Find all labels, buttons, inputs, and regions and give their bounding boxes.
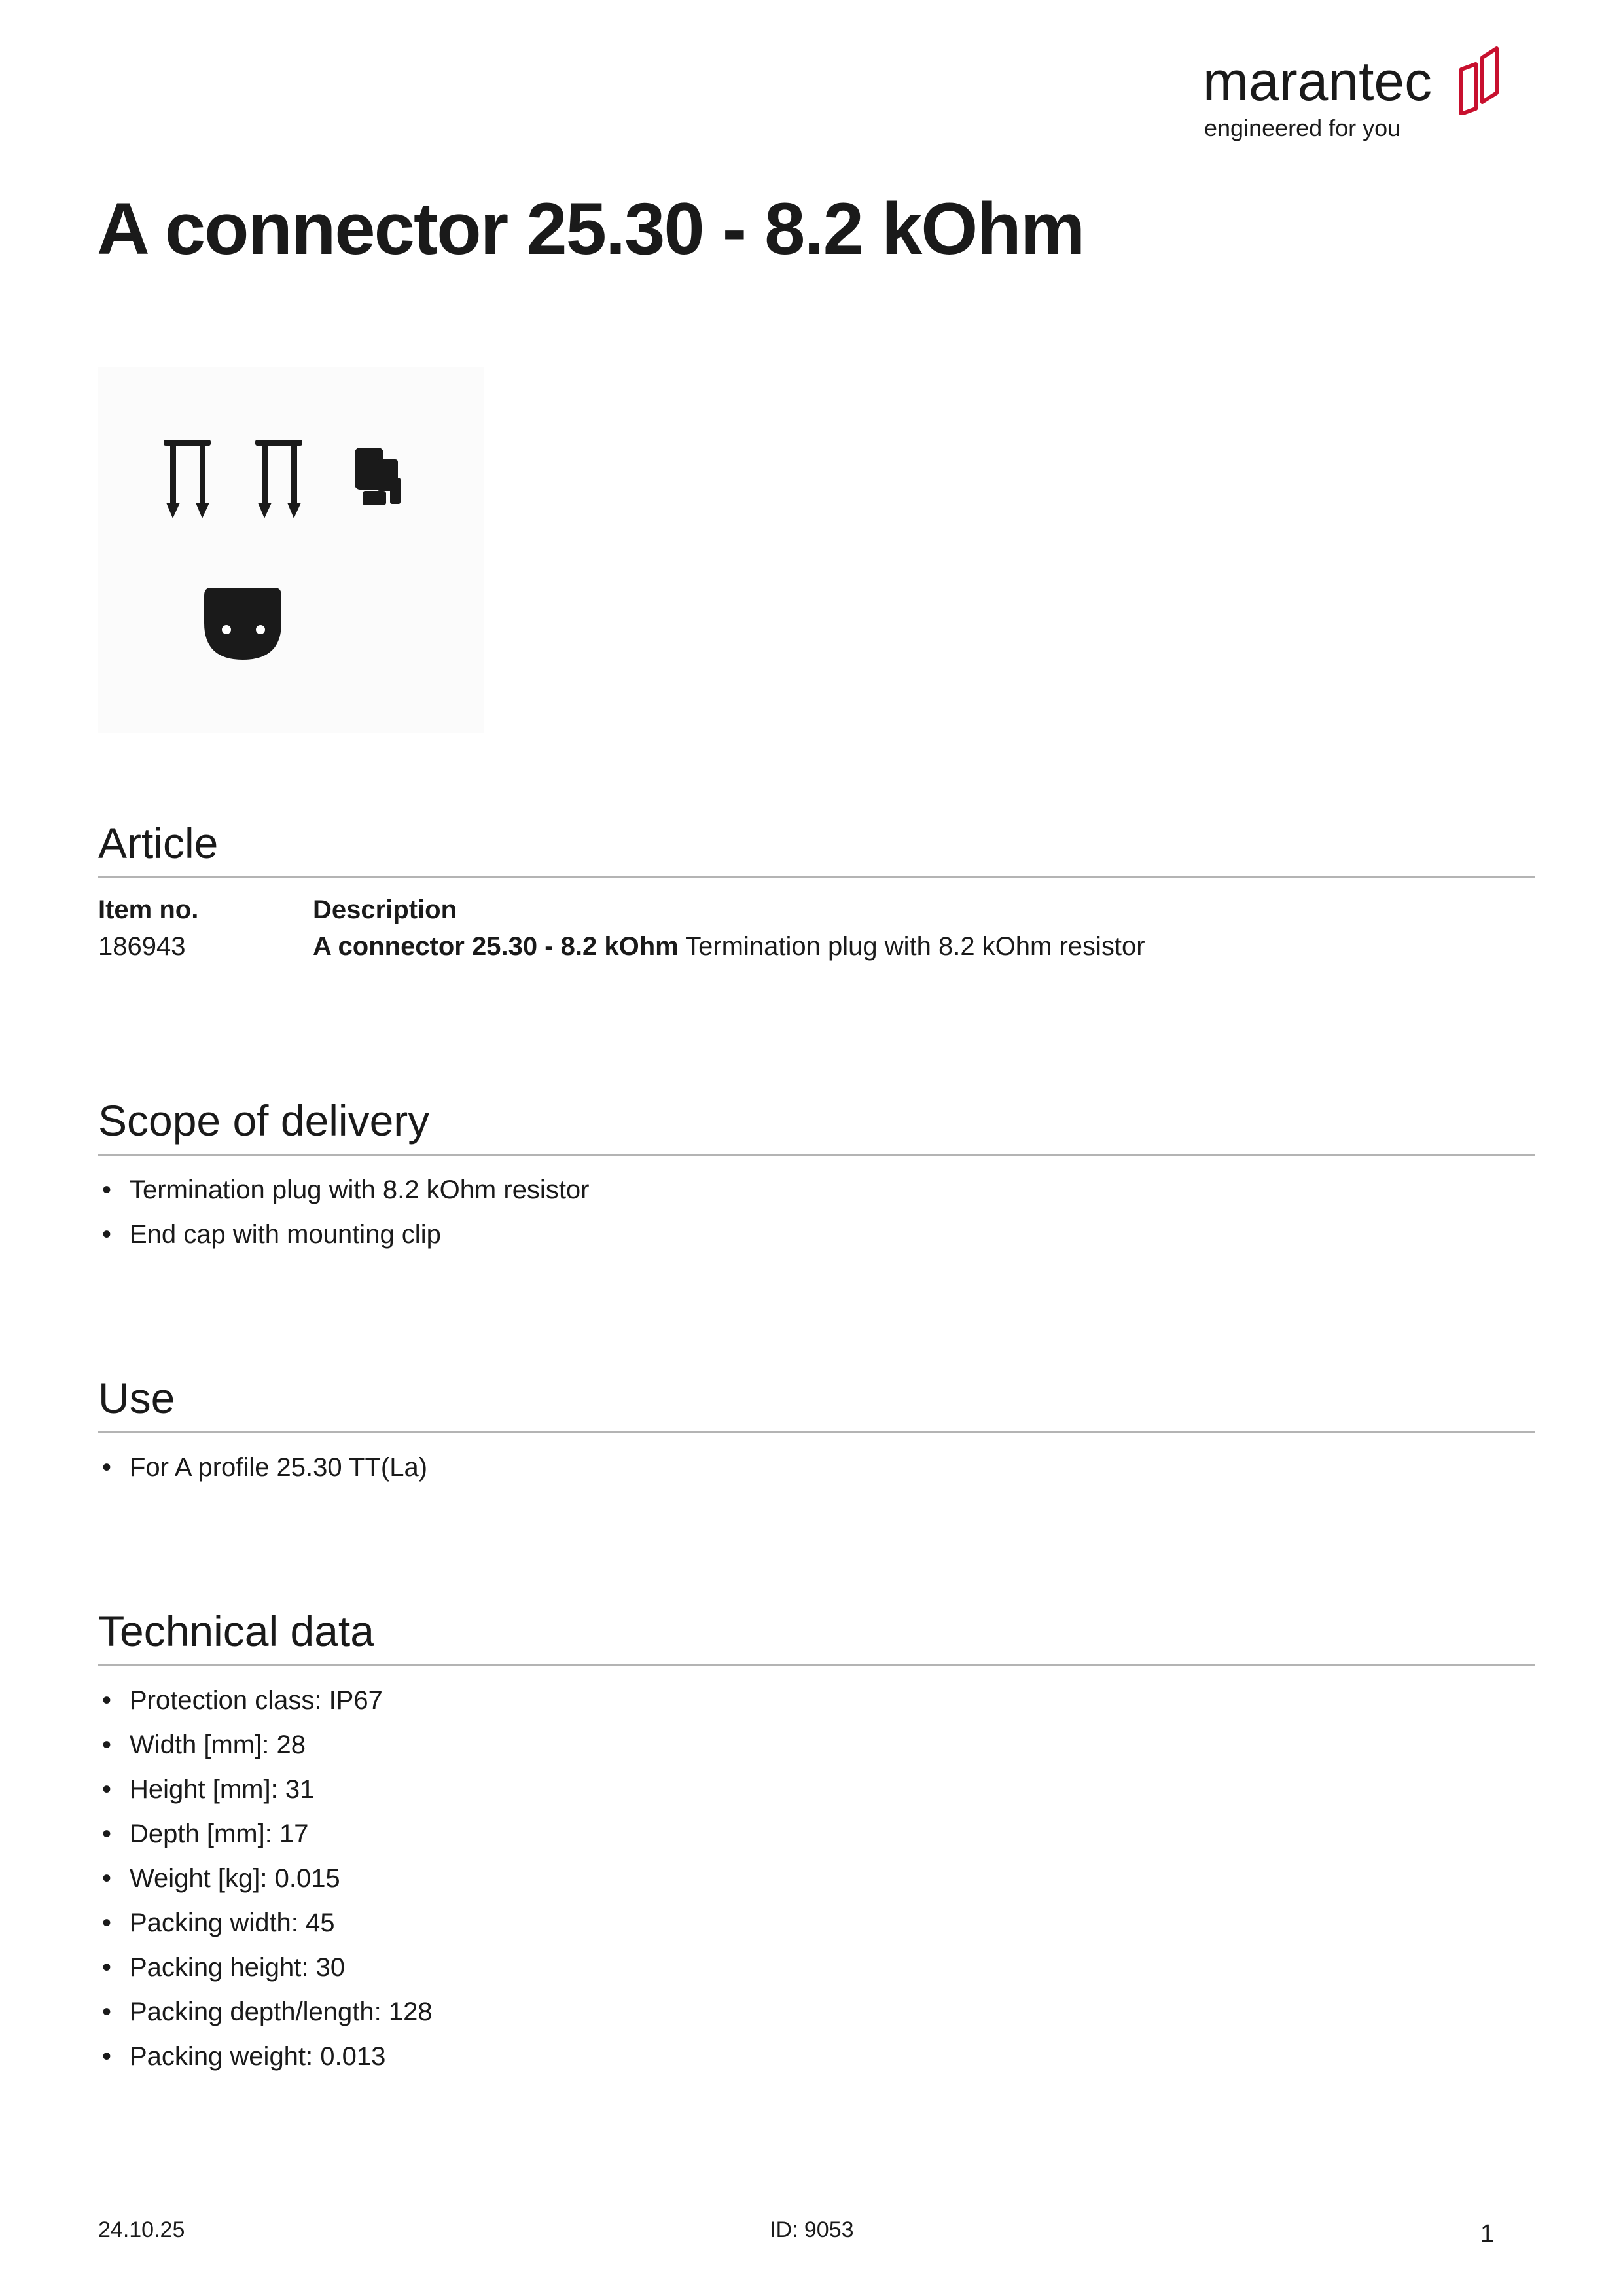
page-title: A connector 25.30 - 8.2 kOhm — [97, 188, 1084, 270]
list-item: • Packing depth/length: 128 — [98, 1990, 1535, 2034]
item-no-value: 186943 — [98, 932, 186, 961]
list-item: • End cap with mounting clip — [98, 1212, 1535, 1257]
list-item: • Packing weight: 0.013 — [98, 2034, 1535, 2079]
article-section — [98, 819, 1535, 878]
logo-mark-icon — [1455, 43, 1507, 115]
footer-page-number: 1 — [1480, 2220, 1495, 2248]
logo-wordmark: marantec — [1203, 50, 1433, 112]
list-item: • Depth [mm]: 17 — [98, 1812, 1535, 1856]
list-item: • Weight [kg]: 0.015 — [98, 1856, 1535, 1901]
description-product-name: A connector 25.30 - 8.2 kOhm — [313, 932, 679, 961]
scope-section — [98, 1097, 1535, 1257]
list-item: • Termination plug with 8.2 kOhm resistor — [98, 1168, 1535, 1212]
use-list — [98, 1445, 1535, 1490]
description-value — [313, 932, 1145, 961]
product-illustration-icon — [98, 367, 484, 733]
technical-section — [98, 1607, 1535, 2079]
scope-list — [98, 1168, 1535, 1257]
product-photo — [98, 367, 484, 733]
description-header: Description — [313, 895, 457, 924]
scope-heading: Scope of delivery — [98, 1097, 1535, 1156]
footer-date: 24.10.25 — [98, 2217, 185, 2242]
use-heading: Use — [98, 1374, 1535, 1433]
description-text: Termination plug with 8.2 kOhm resistor — [685, 932, 1145, 961]
footer-id: ID: 9053 — [770, 2217, 854, 2242]
use-section — [98, 1374, 1535, 1490]
list-item: • Width [mm]: 28 — [98, 1723, 1535, 1767]
list-item: • Packing height: 30 — [98, 1945, 1535, 1990]
list-item: • Protection class: IP67 — [98, 1678, 1535, 1723]
technical-heading: Technical data — [98, 1607, 1535, 1666]
technical-list — [98, 1678, 1535, 2079]
item-no-header: Item no. — [98, 895, 199, 924]
brand-logo — [1203, 43, 1504, 148]
list-item: • Height [mm]: 31 — [98, 1767, 1535, 1812]
article-heading: Article — [98, 819, 1535, 878]
list-item: • For A profile 25.30 TT(La) — [98, 1445, 1535, 1490]
logo-tagline: engineered for you — [1204, 115, 1401, 141]
list-item: • Packing width: 45 — [98, 1901, 1535, 1945]
